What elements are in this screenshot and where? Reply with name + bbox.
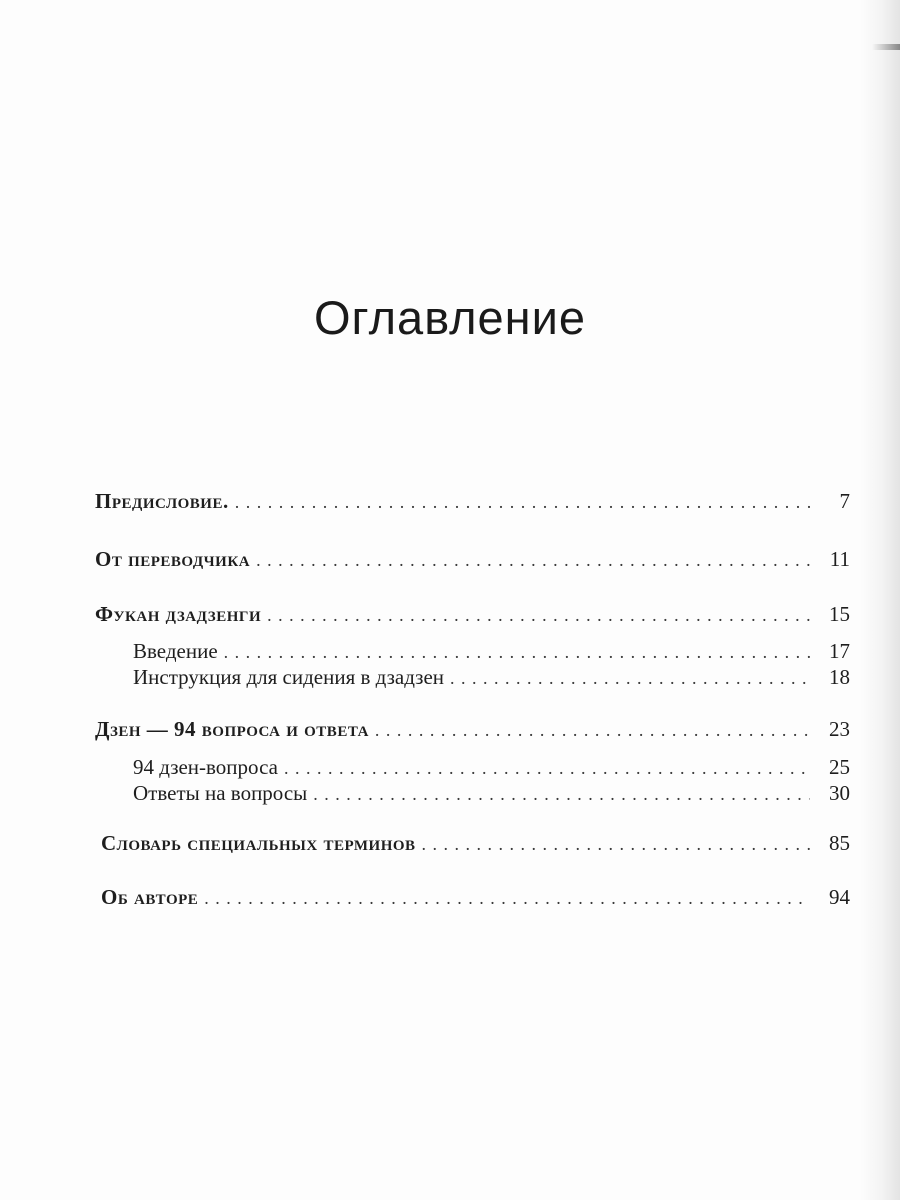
toc-entry-label: Инструкция для сидения в дзадзен xyxy=(133,665,445,689)
toc-page-number: 18 xyxy=(829,665,850,689)
toc-entry-introduction xyxy=(133,638,850,665)
toc-entry-label: Фукан дзадзенги xyxy=(95,602,262,626)
toc-entry-glossary xyxy=(101,830,850,857)
toc-entry-label: Словарь специальных терминов xyxy=(101,831,416,855)
toc-entry-answers xyxy=(133,780,850,807)
toc-leader-dots xyxy=(267,602,810,628)
toc-leader-dots xyxy=(204,885,810,911)
toc-leader-dots xyxy=(375,717,810,743)
toc-entry-label: Ответы на вопросы xyxy=(133,781,308,805)
toc-entry-about-author xyxy=(101,884,850,911)
toc-leader-dots xyxy=(450,665,810,691)
toc-entry-label: От переводчика xyxy=(95,547,251,571)
toc-entry-zen-94-questions xyxy=(95,716,850,743)
toc-page-number: 7 xyxy=(839,489,850,513)
toc-entry-fukan-zazengi xyxy=(95,601,850,628)
toc-entry-label: Предисловие. xyxy=(95,489,229,513)
toc-leader-dots xyxy=(284,755,810,781)
toc-leader-dots xyxy=(256,547,810,573)
toc-leader-dots xyxy=(422,831,810,857)
toc-entry-label: Об авторе xyxy=(101,885,199,909)
toc-page-number: 17 xyxy=(829,639,850,663)
toc-page-number: 11 xyxy=(829,547,850,571)
toc-entry-label: Дзен — 94 вопроса и ответа xyxy=(95,717,369,741)
toc-entry-94-zen-questions xyxy=(133,754,850,781)
toc-leader-dots xyxy=(313,781,810,807)
toc-page-number: 30 xyxy=(829,781,850,805)
toc-page-number: 25 xyxy=(829,755,850,779)
toc-leader-dots xyxy=(224,639,810,665)
toc-entry-label: Введение xyxy=(133,639,218,663)
toc-entry-translator xyxy=(95,546,850,573)
toc-page-number: 23 xyxy=(829,717,850,741)
toc-page-number: 85 xyxy=(829,831,850,855)
toc-leader-dots xyxy=(235,489,810,515)
page-title: Оглавление xyxy=(313,291,587,344)
toc-entry-zazen-instruction xyxy=(133,664,850,691)
toc-page-number: 94 xyxy=(829,885,850,909)
toc-page-number: 15 xyxy=(829,602,850,626)
toc-entry-preface xyxy=(95,488,850,515)
toc-entry-label: 94 дзен-вопроса xyxy=(133,755,278,779)
